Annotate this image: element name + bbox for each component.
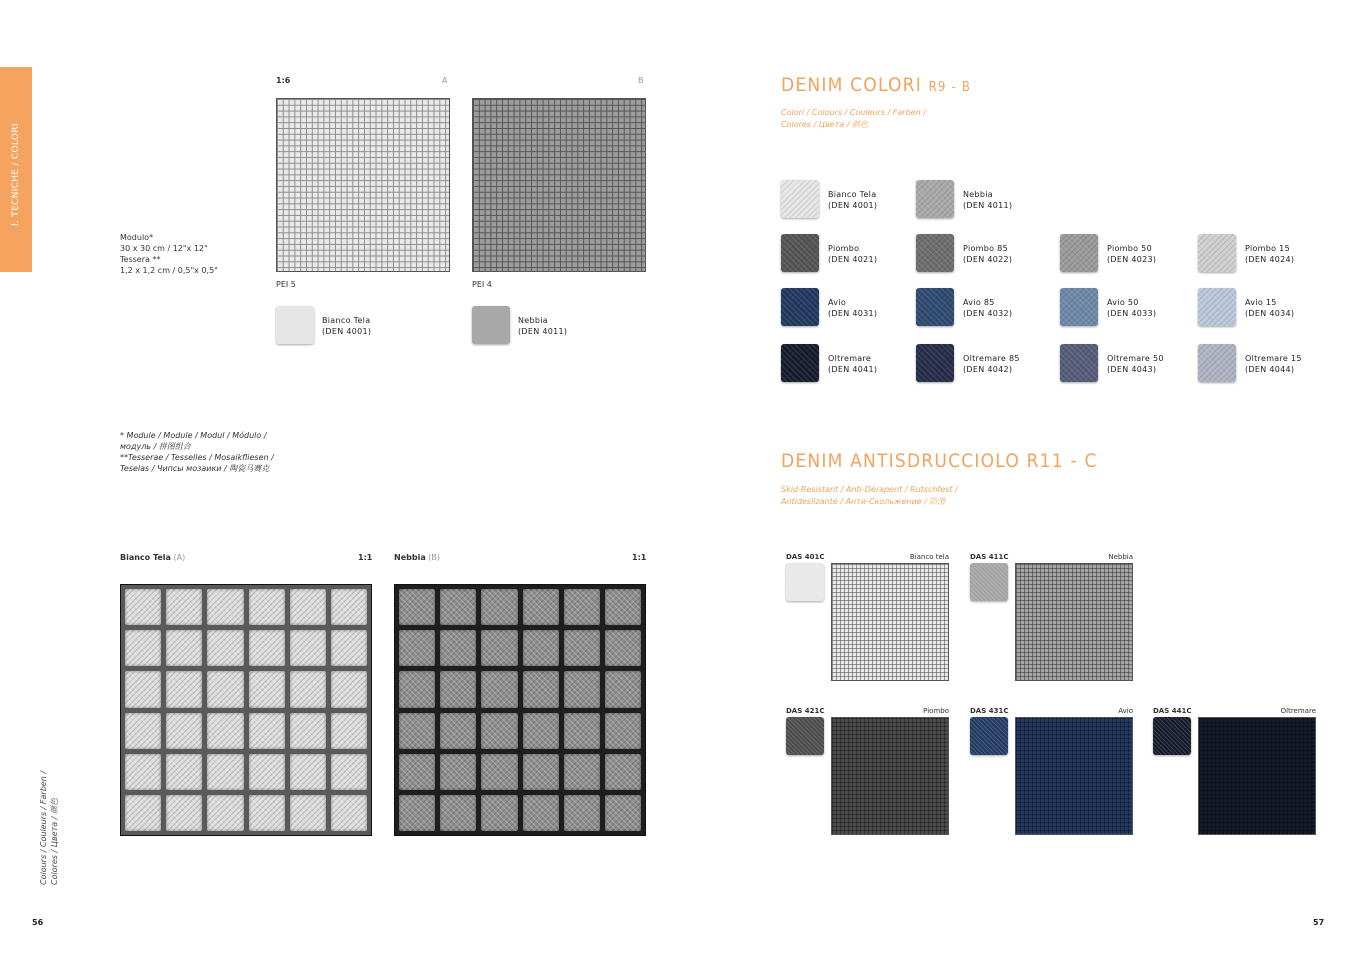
swatch-label [963,189,1012,211]
swatch-label [963,297,1012,319]
subtitle-line: Colori / Colours / Couleurs / Farben / [781,108,926,117]
swatch-name: Bianco Tela [322,316,371,325]
antislip-swatch [786,563,824,601]
mosaic-tile [207,671,243,707]
mosaic-tile [166,671,202,707]
swatch-code: (DEN 4011) [518,327,568,336]
swatch-label [963,353,1020,375]
mosaic-tile [331,630,367,666]
swatch-name: Piombo 85 [963,244,1008,253]
swatch-tile [916,180,954,218]
swatch-name: Nebbia [518,316,548,325]
mosaic-tile [440,630,476,666]
mosaic-tile [605,630,641,666]
title-denim-colori [781,74,971,96]
antislip-swatch [970,717,1008,755]
antislip-sheet [1198,717,1316,835]
antislip-sheet [1015,563,1133,681]
antislip-code: DAS 441C [1153,707,1192,715]
detail-mosaic-bianco-tela [120,584,372,836]
module-spec-line: 1,2 x 1,2 cm / 0,5"x 0,5" [120,266,218,275]
vertical-caption-line: Colours / Couleurs / Farben / [39,770,48,885]
swatch-code: (DEN 4041) [828,365,878,374]
antislip-code: DAS 431C [970,707,1009,715]
mosaic-tile [481,795,517,831]
antislip-name: Nebbia [1108,553,1133,561]
swatch-label [1245,297,1294,319]
swatch-code: (DEN 4024) [1245,255,1295,264]
mosaic-tile [249,795,285,831]
mosaic-tile [523,754,559,790]
antislip-sheet [831,563,949,681]
swatch-label [1107,297,1156,319]
mosaic-tile [249,754,285,790]
mosaic-tile [125,630,161,666]
mosaic-tile [564,754,600,790]
mosaic-tile [605,795,641,831]
mosaic-tile [440,795,476,831]
swatch-name: Nebbia [963,190,993,199]
mosaic-tile [399,671,435,707]
title-main: DENIM COLORI [781,74,922,96]
module-spec-line: Modulo* [120,233,154,242]
mosaic-tile [399,589,435,625]
section-tab-label: I. TECNICHE / COLORI [11,123,21,226]
mosaic-tile [290,754,326,790]
subtitle-line: Skid-Resistant / Anti-Dérapent / Rutschfest / [781,485,958,494]
footnote-line: * Module / Module / Modul / Módulo / [120,431,267,440]
mosaic-tile [440,754,476,790]
mosaic-tile [249,630,285,666]
antislip-swatch [970,563,1008,601]
swatch-nebbia [472,306,510,344]
swatch-code: (DEN 4021) [828,255,878,264]
swatch-code: (DEN 4022) [963,255,1013,264]
mosaic-tile [564,671,600,707]
antislip-code: DAS 411C [970,553,1009,561]
swatch-name: Piombo [828,244,860,253]
swatch-name: Bianco Tela [828,190,877,199]
title-denim-antisdrucciolo: DENIM ANTISDRUCCIOLO R11 - C [781,450,1098,472]
subtitle-colours [781,107,926,131]
mosaic-tile [207,795,243,831]
swatch-code: (DEN 4001) [828,201,878,210]
swatch-tile [1060,234,1098,272]
mosaic-tile [605,754,641,790]
swatch-code: (DEN 4042) [963,365,1013,374]
mosaic-tile [166,795,202,831]
swatch-tile [781,234,819,272]
mosaic-tile [481,630,517,666]
mosaic-tile [331,713,367,749]
antislip-name: Oltremare [1280,707,1316,715]
mosaic-tile [399,754,435,790]
swatch-code: (DEN 4043) [1107,365,1157,374]
mosaic-tile [564,589,600,625]
swatch-code: (DEN 4031) [828,309,878,318]
swatch-label [828,189,877,211]
swatch-label [1107,243,1156,265]
mosaic-tile [605,589,641,625]
mosaic-sheet-nebbia [472,98,646,272]
swatch-name: Avio 15 [1245,298,1277,307]
module-spec-line: Tessera ** [120,255,161,264]
module-spec-line: 30 x 30 cm / 12"x 12" [120,244,208,253]
mosaic-tile [166,630,202,666]
mosaic-tile [523,671,559,707]
swatch-tile [916,288,954,326]
scale-label: 1:6 [276,76,291,85]
detail-b-tag: (B) [428,553,440,562]
detail-mosaic-nebbia [394,584,646,836]
mosaic-tile [564,795,600,831]
swatch-tile [781,344,819,382]
detail-b-name: Nebbia [394,553,426,562]
swatch-code: (DEN 4011) [963,201,1013,210]
mosaic-tile [207,589,243,625]
swatch-label [1245,353,1302,375]
mosaic-tile [399,795,435,831]
pei-rating-a: PEI 5 [276,280,296,289]
antislip-name: Bianco tela [909,553,949,561]
detail-a-name: Bianco Tela [120,553,171,562]
antislip-swatch [786,717,824,755]
footnote [120,430,274,474]
swatch-code: (DEN 4033) [1107,309,1157,318]
swatch-name: Oltremare 50 [1107,354,1164,363]
mosaic-tile [207,713,243,749]
antislip-name: Piombo [923,707,949,715]
swatch-code: (DEN 4023) [1107,255,1157,264]
swatch-label [518,315,567,337]
mosaic-tile [605,671,641,707]
page-number-right: 57 [1313,918,1325,927]
detail-b-scale: 1:1 [632,553,647,562]
swatch-tile [1198,234,1236,272]
mosaic-tile [399,630,435,666]
subtitle-line: Colores / Цвета / 颜色 [781,120,868,129]
swatch-label [1245,243,1294,265]
mosaic-tile [166,754,202,790]
swatch-tile [781,288,819,326]
mosaic-tile [166,589,202,625]
swatch-tile [1060,344,1098,382]
swatch-code: (DEN 4044) [1245,365,1295,374]
mosaic-tile [207,630,243,666]
footnote-line: **Tesserae / Tesselles / Mosaikfliesen / [120,453,274,462]
swatch-name: Avio 85 [963,298,995,307]
mosaic-tile [331,795,367,831]
swatch-name: Piombo 15 [1245,244,1290,253]
swatch-name: Oltremare 85 [963,354,1020,363]
swatch-tile [916,234,954,272]
swatch-name: Oltremare 15 [1245,354,1302,363]
vertical-caption [38,755,78,885]
mosaic-tile [125,671,161,707]
antislip-name: Avio [1118,707,1133,715]
subtitle-skid-resistant [781,484,958,508]
antislip-code: DAS 401C [786,553,825,561]
title-suffix: R9 - B [928,80,972,95]
antislip-sheet [1015,717,1133,835]
mosaic-tile [605,713,641,749]
swatch-name: Oltremare [828,354,872,363]
mosaic-tile [440,713,476,749]
section-tab [0,67,32,272]
mosaic-tile [125,713,161,749]
mosaic-tile [249,713,285,749]
swatch-tile [1198,344,1236,382]
mosaic-tile [125,754,161,790]
swatch-code: (DEN 4032) [963,309,1013,318]
swatch-name: Avio 50 [1107,298,1139,307]
mosaic-tile [290,589,326,625]
swatch-bianco-tela [276,306,314,344]
mosaic-tile [249,671,285,707]
swatch-label [322,315,371,337]
subtitle-line: Antideslizante / Анти-Скольжение / 防滑 [781,497,946,506]
mosaic-tile [481,713,517,749]
mosaic-tile [290,795,326,831]
swatch-name: Piombo 50 [1107,244,1152,253]
swatch-label [1107,353,1164,375]
swatch-tile [1060,288,1098,326]
mosaic-sheet-bianco-tela [276,98,450,272]
footnote-line: модуль / 拼图组合 [120,442,191,451]
swatch-tile [916,344,954,382]
swatch-code: (DEN 4034) [1245,309,1295,318]
detail-b-caption [394,552,440,563]
mosaic-tile [523,713,559,749]
mosaic-tile [481,671,517,707]
mosaic-tile [207,754,243,790]
swatch-label [828,297,877,319]
mosaic-tile [331,754,367,790]
mosaic-tile [564,630,600,666]
antislip-swatch [1153,717,1191,755]
swatch-code: (DEN 4001) [322,327,372,336]
footnote-line: Teselas / Чипсы мозаики / 陶瓷马赛克 [120,464,270,473]
antislip-code: DAS 421C [786,707,825,715]
mosaic-tile [440,671,476,707]
swatch-label [963,243,1012,265]
column-b-label: B [638,76,644,85]
detail-a-scale: 1:1 [358,553,373,562]
mosaic-tile [481,754,517,790]
vertical-caption-line: Colores / Цвета / 颜色 [50,798,59,885]
swatch-name: Avio [828,298,847,307]
column-a-label: A [442,76,448,85]
mosaic-tile [481,589,517,625]
mosaic-tile [523,795,559,831]
detail-a-tag: (A) [173,553,186,562]
pei-rating-b: PEI 4 [472,280,492,289]
mosaic-tile [166,713,202,749]
mosaic-tile [125,795,161,831]
swatch-label [828,353,877,375]
mosaic-tile [523,589,559,625]
swatch-tile [781,180,819,218]
antislip-sheet [831,717,949,835]
detail-a-caption [120,552,185,563]
swatch-tile [1198,288,1236,326]
module-spec [120,232,218,276]
mosaic-tile [290,671,326,707]
mosaic-tile [564,713,600,749]
mosaic-tile [125,589,161,625]
swatch-label [828,243,877,265]
mosaic-tile [523,630,559,666]
mosaic-tile [399,713,435,749]
mosaic-tile [331,671,367,707]
mosaic-tile [290,713,326,749]
mosaic-tile [331,589,367,625]
page-number-left: 56 [32,918,44,927]
mosaic-tile [440,589,476,625]
mosaic-tile [249,589,285,625]
mosaic-tile [290,630,326,666]
